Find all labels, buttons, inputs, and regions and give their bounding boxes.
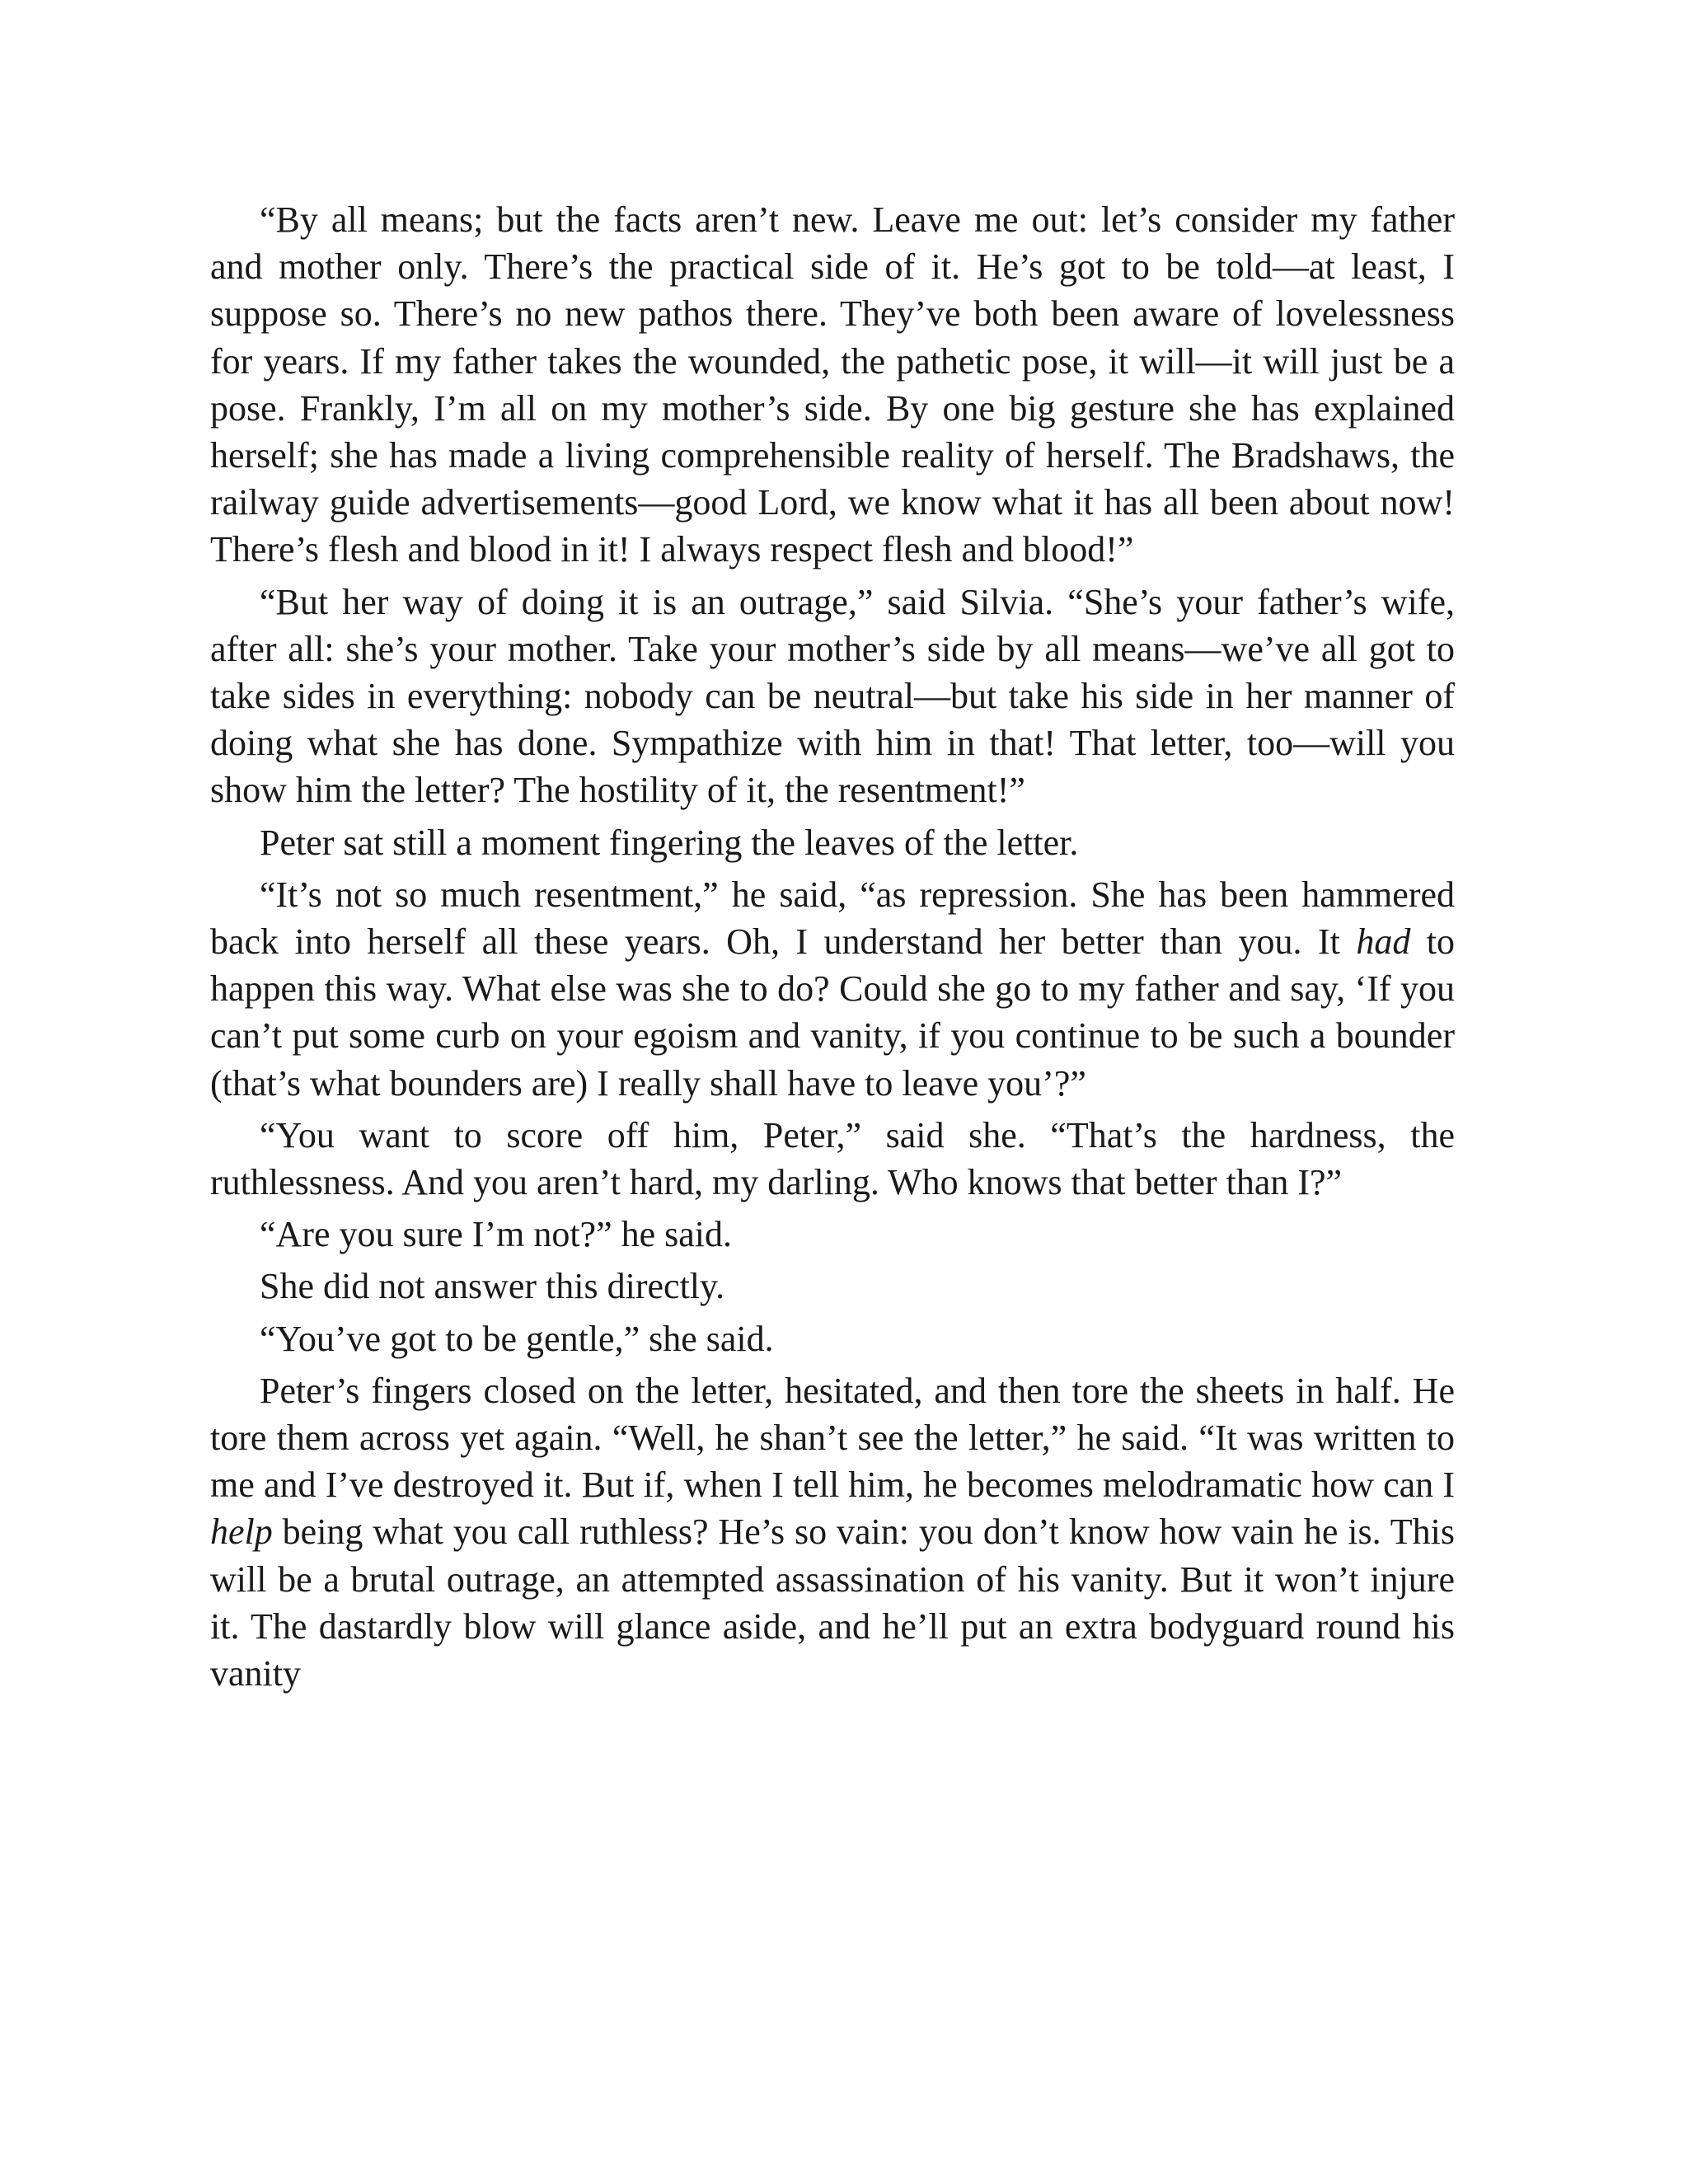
- paragraph-text: She did not answer this directly.: [260, 1266, 725, 1307]
- italic-emphasis: had: [1356, 921, 1411, 963]
- paragraph: [210, 579, 1455, 814]
- paragraph: [210, 1211, 1455, 1258]
- paragraph: [210, 1112, 1455, 1206]
- paragraph-text: to happen this way. What else was she to do? Could she go to my father and say, ‘If you can’t put some curb on your egoism and vanity, if you continue to be such a bounder (that’s what bounders are) I really shall have to leave you’?”: [210, 921, 1455, 1104]
- page-body: [210, 196, 1455, 1697]
- paragraph-text: “But her way of doing it is an outrage,” said Silvia. “She’s your father’s wife, after all: she’s your mother. Take your mother’s side by all means—we’ve all got to take sides in everything: nobody can be neutral—but take his side in her manner of doing what she has done. Sympathize with him in that! That letter, too—will you show him the letter? The hostility of it, the resentment!”: [210, 581, 1455, 811]
- paragraph: [210, 196, 1455, 574]
- paragraph: [210, 1367, 1455, 1697]
- paragraph-text: “By all means; but the facts aren’t new. Leave me out: let’s consider my father and mother only. There’s the practical side of it. He’s got to be told—at least, I suppose so. There’s no new pathos there. They’ve both been aware of lovelessness for years. If my father takes the wounded, the pathetic pose, it will—it will just be a pose. Frankly, I’m all on my mother’s side. By one big gesture she has explained herself; she has made a living comprehensible reality of herself. The Bradshaws, the railway guide advertisements—good Lord, we know what it has all been about now! There’s flesh and blood in it! I always respect flesh and blood!”: [210, 199, 1455, 570]
- paragraph-text: being what you call ruthless? He’s so vain: you don’t know how vain he is. This will be a brutal outrage, an attempted assassination of his vanity. But it won’t injure it. The dastardly blow will glance aside, and he’ll put an extra bodyguard round his vanity: [210, 1511, 1455, 1694]
- paragraph-text: “You’ve got to be gentle,” she said.: [260, 1318, 774, 1359]
- paragraph-text: “You want to score off him, Peter,” said she. “That’s the hardness, the ruthlessness. And you aren’t hard, my darling. Who knows that better than I?”: [210, 1114, 1455, 1203]
- italic-emphasis: help: [210, 1511, 273, 1553]
- paragraph: [210, 1263, 1455, 1310]
- paragraph: [210, 1315, 1455, 1362]
- paragraph: [210, 819, 1455, 866]
- paragraph-text: Peter’s fingers closed on the letter, hesitated, and then tore the sheets in half. He tore them across yet again. “Well, he shan’t see the letter,” he said. “It was written to me and I’ve destroyed it. But if, when I tell him, he becomes melodramatic how can I: [210, 1370, 1455, 1506]
- paragraph-text: “It’s not so much resentment,” he said, “as repression. She has been hammered back into herself all these years. Oh, I understand her better than you. It: [210, 874, 1455, 963]
- paragraph-text: Peter sat still a moment fingering the leaves of the letter.: [260, 822, 1079, 863]
- paragraph: [210, 871, 1455, 1107]
- paragraph-text: “Are you sure I’m not?” he said.: [260, 1214, 733, 1255]
